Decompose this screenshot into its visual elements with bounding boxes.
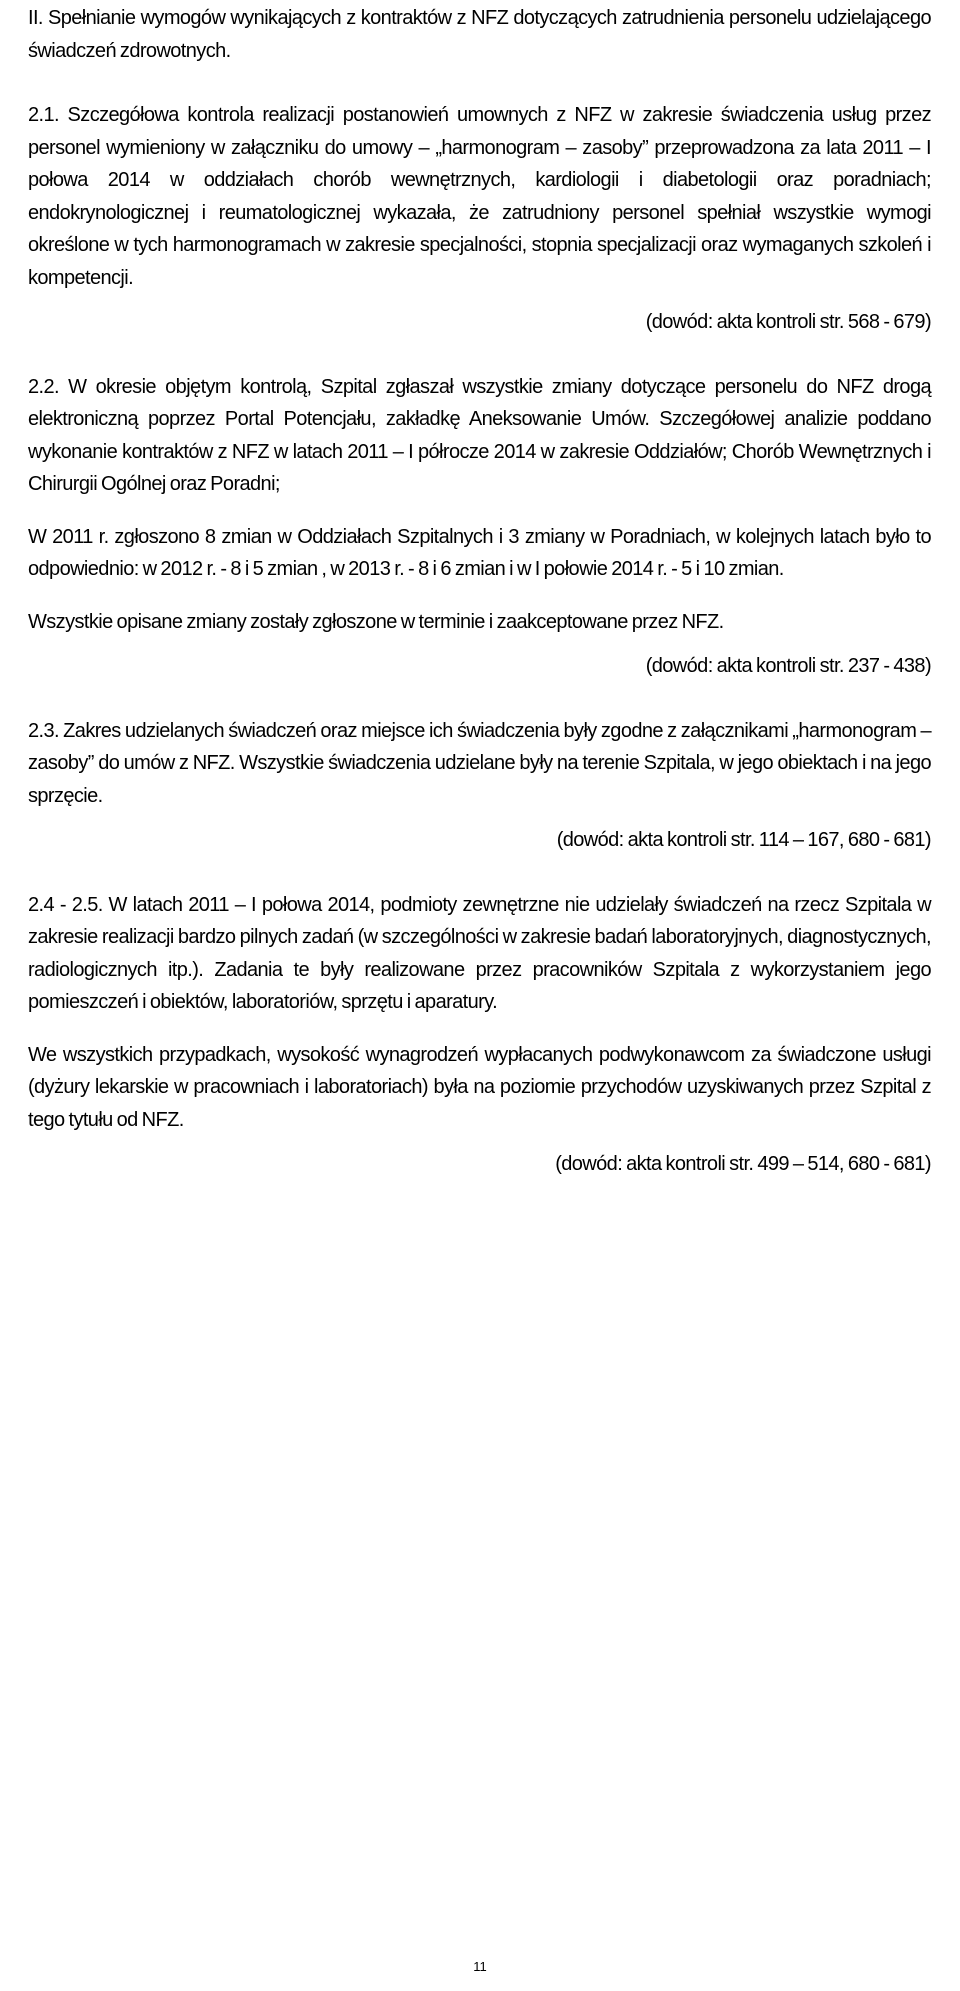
paragraph-2-2-accepted: Wszystkie opisane zmiany zostały zgłoszone w terminie i zaakceptowane przez NFZ. [28,610,724,633]
document-body [28,2,931,1181]
paragraph-2-4-remuneration: We wszystkich przypadkach, wysokość wynagrodzeń wypłacanych podwykonawcom za świadczone usługi (dyżury lekarskie w pracowniach i laboratoriach) była na poziomie przychodów uzyskiwanych przez Szpital z tego tytułu od NFZ. [28,1043,931,1131]
evidence-citation-2-2: (dowód: akta kontroli str. 237 - 438) [645,655,931,677]
paragraph-2-4-2-5: 2.4 - 2.5. W latach 2011 – I połowa 2014, podmioty zewnętrzne nie udzielały świadczeń na rzecz Szpitala w zakresie realizacji bardzo pilnych zadań (w szczególności w zakresie badań laboratoryjnych, diagnostycznych, radiologicznych itp.). Zadania te były realizowane przez pracowników Szpitala z wykorzystaniem jego pomieszczeń i obiektów, laboratoriów, sprzętu i aparatury. [28,893,931,1013]
evidence-citation-2-4: (dowód: akta kontroli str. 499 – 514, 680 - 681) [555,1153,931,1175]
evidence-citation-2-3: (dowód: akta kontroli str. 114 – 167, 680 - 681) [556,829,931,851]
paragraph-2-1: 2.1. Szczegółowa kontrola realizacji postanowień umownych z NFZ w zakresie świadczenia usług przez personel wymieniony w załączniku do umowy – „harmonogram – zasoby” przeprowadzona za lata 2011 – I połowa 2014 w oddziałach chorób wewnętrznych, kardiologii i diabetologii oraz poradniach; endokrynologicznej i reumatologicznej wykazała, że zatrudniony personel spełniał wszystkie wymogi określone w tych harmonogramach w zakresie specjalności, stopnia specjalizacji oraz wymaganych szkoleń i kompetencji. [28,104,931,289]
paragraph-2-3: 2.3. Zakres udzielanych świadczeń oraz miejsce ich świadczenia były zgodne z załącznikami „harmonogram – zasoby” do umów z NFZ. Wszystkie świadczenia udzielane były na terenie Szpitala, w jego obiektach i na jego sprzęcie. [28,719,931,807]
evidence-citation-2-1: (dowód: akta kontroli str. 568 - 679) [645,311,931,333]
page-number: 11 [473,1959,487,1974]
paragraph-2-2-changes: W 2011 r. zgłoszono 8 zmian w Oddziałach Szpitalnych i 3 zmiany w Poradniach, w kolejnych latach było to odpowiednio: w 2012 r. - 8 i 5 zmian , w 2013 r. - 8 i 6 zmian i w I połowie 2014 r. - 5 i 10 zmian. [28,525,931,580]
section-heading: II. Spełnianie wymogów wynikających z kontraktów z NFZ dotyczących zatrudnienia personelu udzielającego świadczeń zdrowotnych. [28,7,931,62]
paragraph-2-2-intro: 2.2. W okresie objętym kontrolą, Szpital zgłaszał wszystkie zmiany dotyczące personelu do NFZ drogą elektroniczną poprzez Portal Potencjału, zakładkę Aneksowanie Umów. Szczegółowej analizie poddano wykonanie kontraktów z NFZ w latach 2011 – I półrocze 2014 w zakresie Oddziałów; Chorób Wewnętrznych i Chirurgii Ogólnej oraz Poradni; [28,375,931,495]
